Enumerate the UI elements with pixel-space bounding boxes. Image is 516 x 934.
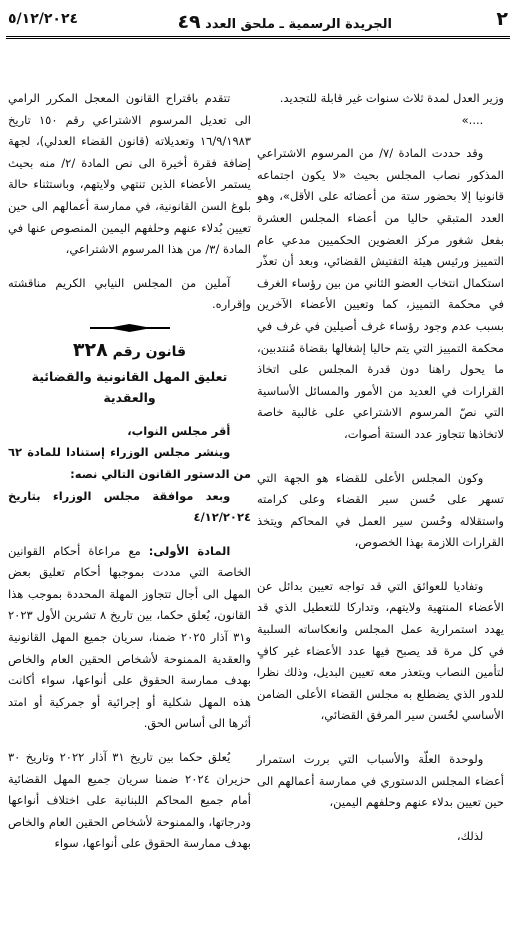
law-title: تعليق المهل القانونية والقضائية والعقدية [31,368,228,406]
approval-line: وبعد موافقة مجلس الوزراء بتاريخ ٤/١٢/٢٠٢٤ [8,488,251,525]
law-number: ٣٢٨ [72,338,108,361]
promulgation-line: وينشر مجلس الوزراء إستنادا للمادة ٦٢ من الدستور القانون التالي نصه: [8,445,251,481]
section-divider [90,324,170,332]
gazette-name: الجريدة الرسمية ـ ملحق العدد [205,17,392,32]
article-1-continued: يُعلق حكما بين تاريخ ٣١ آذار ٢٠٢٢ وتاريخ ٣٠ حزيران ٢٠٢٤ ضمنا سريان جميع المهل القضائية أمام جميع المحاكم اللبنانية على اختلاف أنواعها ودرجاتها، والممنوحة لأشخاص الحقين العام والخاص بهدف ممارسة الحقوق على أنواعها، سواء [8,750,252,851]
paragraph: وكون المجلس الأعلى للقضاء هو الجهة التي تسهر على حُسن سير القضاء وعلى كرامته واستقلاله وحُسن سير العمل في المحاكم ويتخذ القرارات اللازمة بهذا الخصوص، [257,470,504,550]
issue-number: ٤٩ [177,11,201,33]
paragraph: وتفاديا للعوائق التي قد تواجه تعيين بدائل عن الأعضاء المنتهية ولايتهم، وتداركا للتعطيل الذي قد يهدد استمرارية عمل المجلس وانعكاساته السلبية في كل مرة قد يصبح فيها عدد الأعضاء غير كافٍ لتأمين النصاب ويتعذر معه تعيين البديل، وذلك نظرا للدور الذي يضطلع به مجلس القضاء الأعلى الضامن الأساسي لحُسن سير المرفق القضائي، [257,578,504,723]
closing-paragraph: آملين من المجلس النيابي الكريم مناقشته وإقراره. [8,275,251,312]
intro-paragraph: تتقدم باقتراح القانون المعجل المكرر الرامي الى تعديل المرسوم الاشتراعي رقم ١٥٠ تاريخ ١٦/٩/١٩٨٣ وتعديلاته (قانون القضاء العدلي)، لجهة إضافة فقرة أخيرة الى نص المادة /٢/ منه بحيث يستمر الأعضاء الذين تنتهي ولايتهم، وباستثناء حالة بلوغ السن القانونية، في ممارسة أعمالهم الى حين تعيين بُدلاء عنهم وحلفهم اليمين المنصوص عنها في المادة /٣/ من هذا المرسوم الاشتراعي، [8,91,251,257]
paragraph: لذلك، [456,828,484,843]
left-column [8,88,251,855]
right-column [257,88,504,847]
paragraph: وقد حددت المادة /٧/ من المرسوم الاشتراعي المذكور نصاب المجلس بحيث «لا يكون اجتماعه قانونيا إلا بحضور ستة من أعضائه على الأقل»، وهو العدد المتبقي حاليا من أعضاء المجلس العشرة بفعل شغور مركز العضوين الحكميين مدعي عام التمييز ورئيس هيئة التفتيش القضائي، وبعد أن تعذّر استكمال انتخاب العضو الثاني من بين رؤساء الغرف في محكمة التمييز، كما وتعيين الأعضاء الآخرين بسبب عدم وجود رؤساء غرف أصيلين في غرف في محكمة التمييز التي يتم حاليا إشغالها بقضاة مُنتدبين، ما يحول راهنا دون قدرة المجلس على اتخاذ القرارات في العديد من الأمور والمسائل الأساسية التي نصّ المرسوم الاشتراعي على غالبية خاصة لاتخاذها تتجاوز عدد الستة أصوات، [257,146,504,441]
gazette-title [177,11,392,33]
adoption-line: أقر مجلس النواب، [127,423,231,438]
law-number-heading [8,340,251,364]
article-1-label: المادة الأولى: [148,543,231,558]
header-rule [6,36,510,39]
paragraph: ولوحدة العلّة والأسباب التي بررت استمرار أعضاء المجلس الدستوري في ممارسة أعمالهم الى حين تعيين بدلاء عنهم وحلفهم اليمين، [257,752,504,810]
page-header [6,8,510,34]
page-number: ٢ [496,8,508,30]
law-label: قانون رقم [112,343,187,360]
paragraph: ....» [461,112,484,127]
article-1-text: مع مراعاة أحكام القوانين الخاصة التي مددت بموجبها أحكام تعليق بعض المهل الى أجال تتجاوز المهلة المحددة بموجب هذا القانون، يُعلق حكما، بين تاريخ ٨ تشرين الأول ٢٠٢٣ و٣١ آذار ٢٠٢٥ ضمنا، سريان جميع المهل القانونية والعقدية الممنوحة لأشخاص الحقين العام والخاص بهدف ممارسة الحقوق على أنواعها، سواء أكانت هذه المهل شكلية أو إجرائية أو جمركية أو امتد أثرها الى أساس الحق. [8,543,252,731]
article-1 [8,541,251,735]
issue-date: ٥/١٢/٢٠٢٤ [8,11,79,27]
paragraph: وزير العدل لمدة ثلاث سنوات غير قابلة للتجديد. [279,91,504,105]
